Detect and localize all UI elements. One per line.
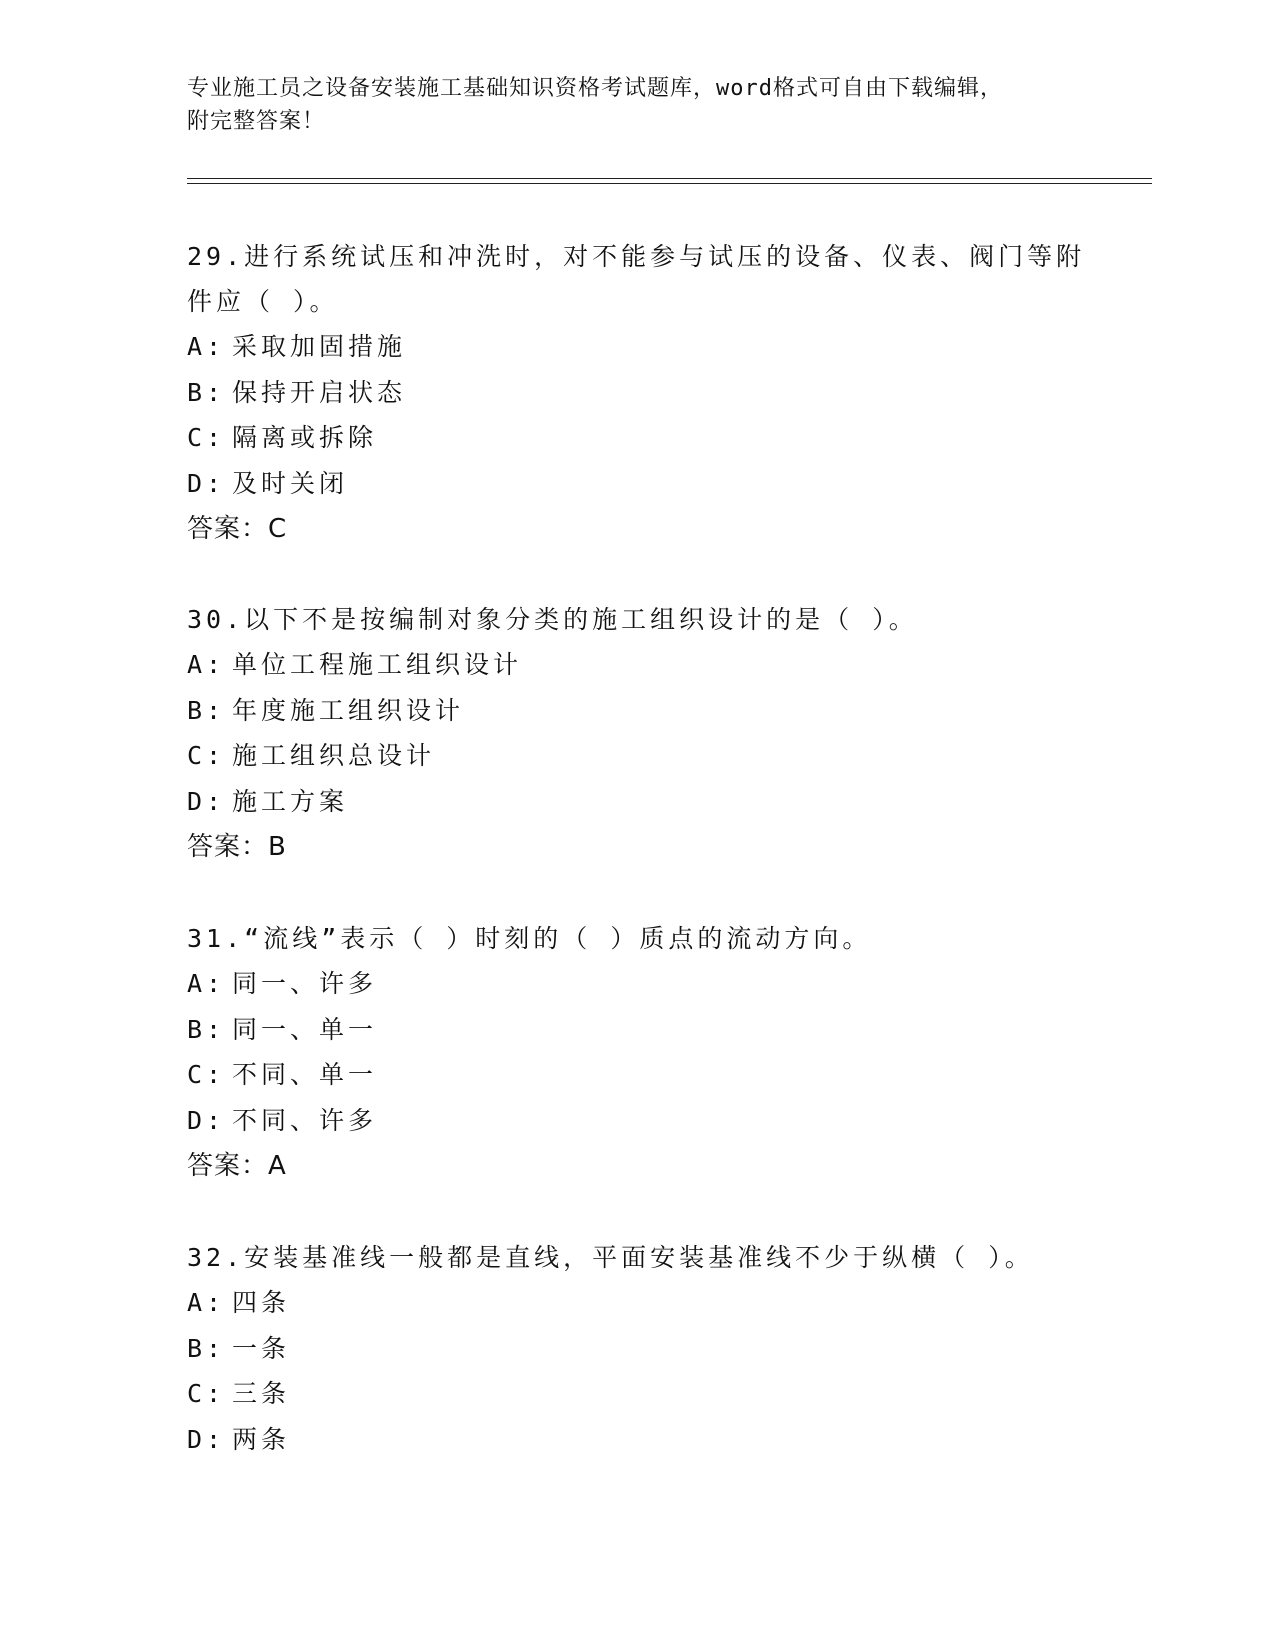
option-text: 隔离或拆除 (232, 423, 378, 452)
option-key: C: (187, 741, 226, 770)
question-31 (187, 916, 1107, 1189)
option-text: 同一、许多 (232, 969, 378, 998)
option-text: 采取加固措施 (232, 332, 407, 361)
option-key: B: (187, 377, 226, 407)
option-text: 三条 (232, 1379, 291, 1408)
header-divider-top (187, 178, 1152, 179)
question-stem: 29.进行系统试压和冲洗时，对不能参与试压的设备、仪表、阀门等附件应（ ）。 (187, 242, 1086, 316)
question-stem: 30.以下不是按编制对象分类的施工组织设计的是（ ）。 (187, 605, 918, 634)
option-a (187, 642, 1107, 688)
option-key: B: (187, 695, 226, 725)
option-a (187, 324, 1107, 370)
option-a (187, 1280, 1107, 1326)
option-key: A: (187, 650, 226, 679)
option-key: C: (187, 1060, 226, 1089)
option-text: 同一、单一 (232, 1014, 378, 1044)
option-text: 不同、单一 (232, 1060, 378, 1089)
answer: 答案：C (187, 514, 288, 544)
option-key: D: (187, 786, 226, 816)
option-key: B: (187, 1014, 226, 1044)
option-text: 一条 (232, 1333, 291, 1363)
answer: 答案：A (187, 1151, 287, 1181)
answer: 答案：B (187, 832, 287, 862)
option-key: C: (187, 423, 226, 452)
question-32 (187, 1235, 1107, 1462)
option-b (187, 688, 1107, 734)
option-key: C: (187, 1379, 226, 1408)
question-29 (187, 234, 1107, 552)
option-c (187, 733, 1107, 779)
option-text: 保持开启状态 (232, 377, 407, 407)
option-b (187, 370, 1107, 416)
option-key: D: (187, 1424, 226, 1454)
option-key: A: (187, 969, 226, 998)
option-d (187, 779, 1107, 825)
header-line-1: 专业施工员之设备安装施工基础知识资格考试题库，word格式可自由下载编辑， (187, 76, 1003, 101)
option-c (187, 1052, 1107, 1098)
option-key: A: (187, 332, 226, 361)
document-header (187, 72, 1087, 138)
option-key: D: (187, 1105, 226, 1135)
option-key: B: (187, 1333, 226, 1363)
option-d (187, 1417, 1107, 1463)
option-text: 两条 (232, 1424, 291, 1454)
option-d (187, 461, 1107, 507)
option-text: 不同、许多 (232, 1105, 378, 1135)
option-c (187, 1371, 1107, 1417)
option-key: D: (187, 468, 226, 498)
option-text: 施工组织总设计 (232, 741, 436, 770)
option-text: 年度施工组织设计 (232, 695, 465, 725)
option-text: 四条 (232, 1288, 291, 1317)
option-b (187, 1007, 1107, 1053)
option-a (187, 961, 1107, 1007)
option-b (187, 1326, 1107, 1372)
question-stem: 31.“流线”表示（ ）时刻的（ ）质点的流动方向。 (187, 924, 872, 953)
option-text: 单位工程施工组织设计 (232, 650, 523, 679)
option-text: 施工方案 (232, 786, 349, 816)
option-d (187, 1098, 1107, 1144)
header-line-2: 附完整答案！ (187, 109, 326, 134)
question-30 (187, 597, 1107, 870)
header-divider-bottom (187, 183, 1152, 184)
option-key: A: (187, 1288, 226, 1317)
option-text: 及时关闭 (232, 468, 349, 498)
option-c (187, 415, 1107, 461)
question-stem: 32.安装基准线一般都是直线，平面安装基准线不少于纵横（ ）。 (187, 1243, 1034, 1272)
